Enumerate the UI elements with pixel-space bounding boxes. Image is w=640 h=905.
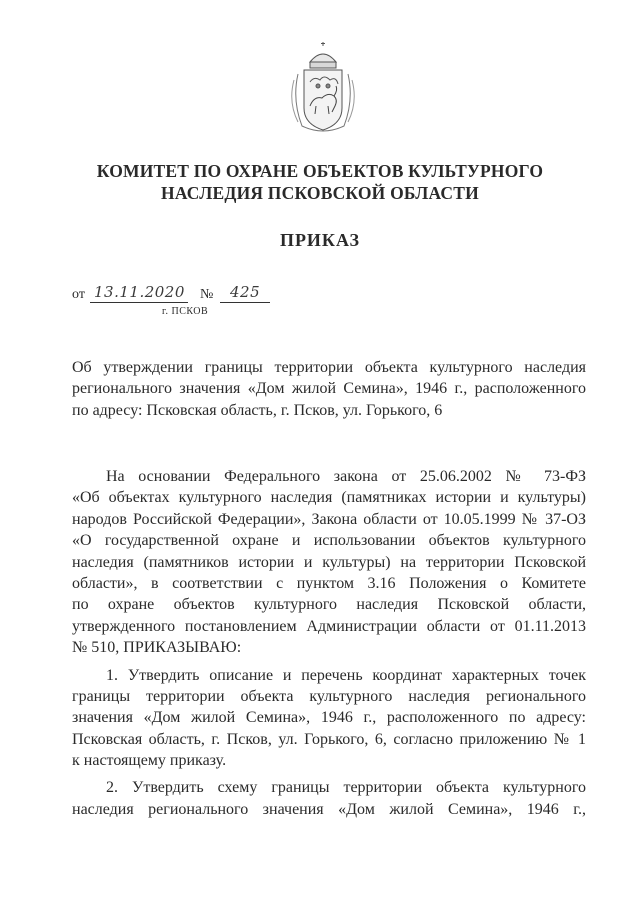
preamble-line: по охране объектов культурного наследия Псковской области,: [72, 596, 586, 614]
preamble-line: области», в соответствии с пунктом 3.16 Положения о Комитете: [72, 574, 586, 592]
pskov-oblast-coat-of-arms-icon: [288, 40, 358, 140]
committee-name-line2: НАСЛЕДИЯ ПСКОВСКОЙ ОБЛАСТИ: [161, 183, 479, 203]
preamble-line: «О государственной охране и использовании объектов культурного: [72, 532, 586, 550]
preamble-line: народов Российской Федерации», Закона области от 10.05.1999 № 37-ОЗ: [72, 510, 586, 528]
order-meta: [72, 283, 372, 323]
number-label: №: [200, 287, 214, 302]
number-value: 425: [230, 283, 261, 301]
city-label: г. ПСКОВ: [162, 306, 209, 317]
date-underline: [90, 302, 188, 303]
item2-line: наследия регионального значения «Дом жилой Семина», 1946 г.,: [72, 800, 586, 818]
preamble-line: На основании Федерального закона от 25.06.2002 № 73-ФЗ: [106, 468, 586, 485]
committee-name-line1: КОМИТЕТ ПО ОХРАНЕ ОБЪЕКТОВ КУЛЬТУРНОГО: [96, 161, 544, 181]
number-underline: [220, 302, 270, 303]
date-value: 13.11.2020: [94, 283, 185, 301]
preamble-line: утвержденного постановлением Администрации области от 01.11.2013: [72, 617, 586, 635]
preamble-line: «Об объектах культурного наследия (памятниках истории и культуры): [72, 489, 586, 507]
preamble-line: наследия (памятников истории и культуры) на территории Псковской: [72, 553, 586, 571]
order-subject: [72, 357, 586, 421]
subject-line: Об утверждении границы территории объекта культурного наследия: [72, 359, 586, 376]
item1-line: Псковская область, г. Псков, ул. Горького, 6, согласно приложению № 1: [72, 730, 586, 748]
subject-line: регионального значения «Дом жилой Семина», 1946 г., расположенного: [72, 380, 586, 398]
document-type-title: ПРИКАЗ: [279, 230, 361, 250]
item1-line: значения «Дом жилой Семина», 1946 г., расположенного по адресу:: [72, 709, 586, 727]
item1-line: к настоящему приказу.: [72, 752, 227, 770]
preamble-line: № 510, ПРИКАЗЫВАЮ:: [72, 639, 242, 657]
item2-line: 2. Утвердить схему границы территории объекта культурного: [106, 779, 586, 797]
subject-line: по адресу: Псковская область, г. Псков, ул. Горького, 6: [72, 401, 443, 419]
item1-line: границы территории объекта культурного наследия регионального: [72, 687, 586, 705]
item1-line: 1. Утвердить описание и перечень координат характерных точек: [106, 666, 586, 684]
order-body: [72, 466, 586, 820]
date-label: от: [72, 287, 85, 302]
